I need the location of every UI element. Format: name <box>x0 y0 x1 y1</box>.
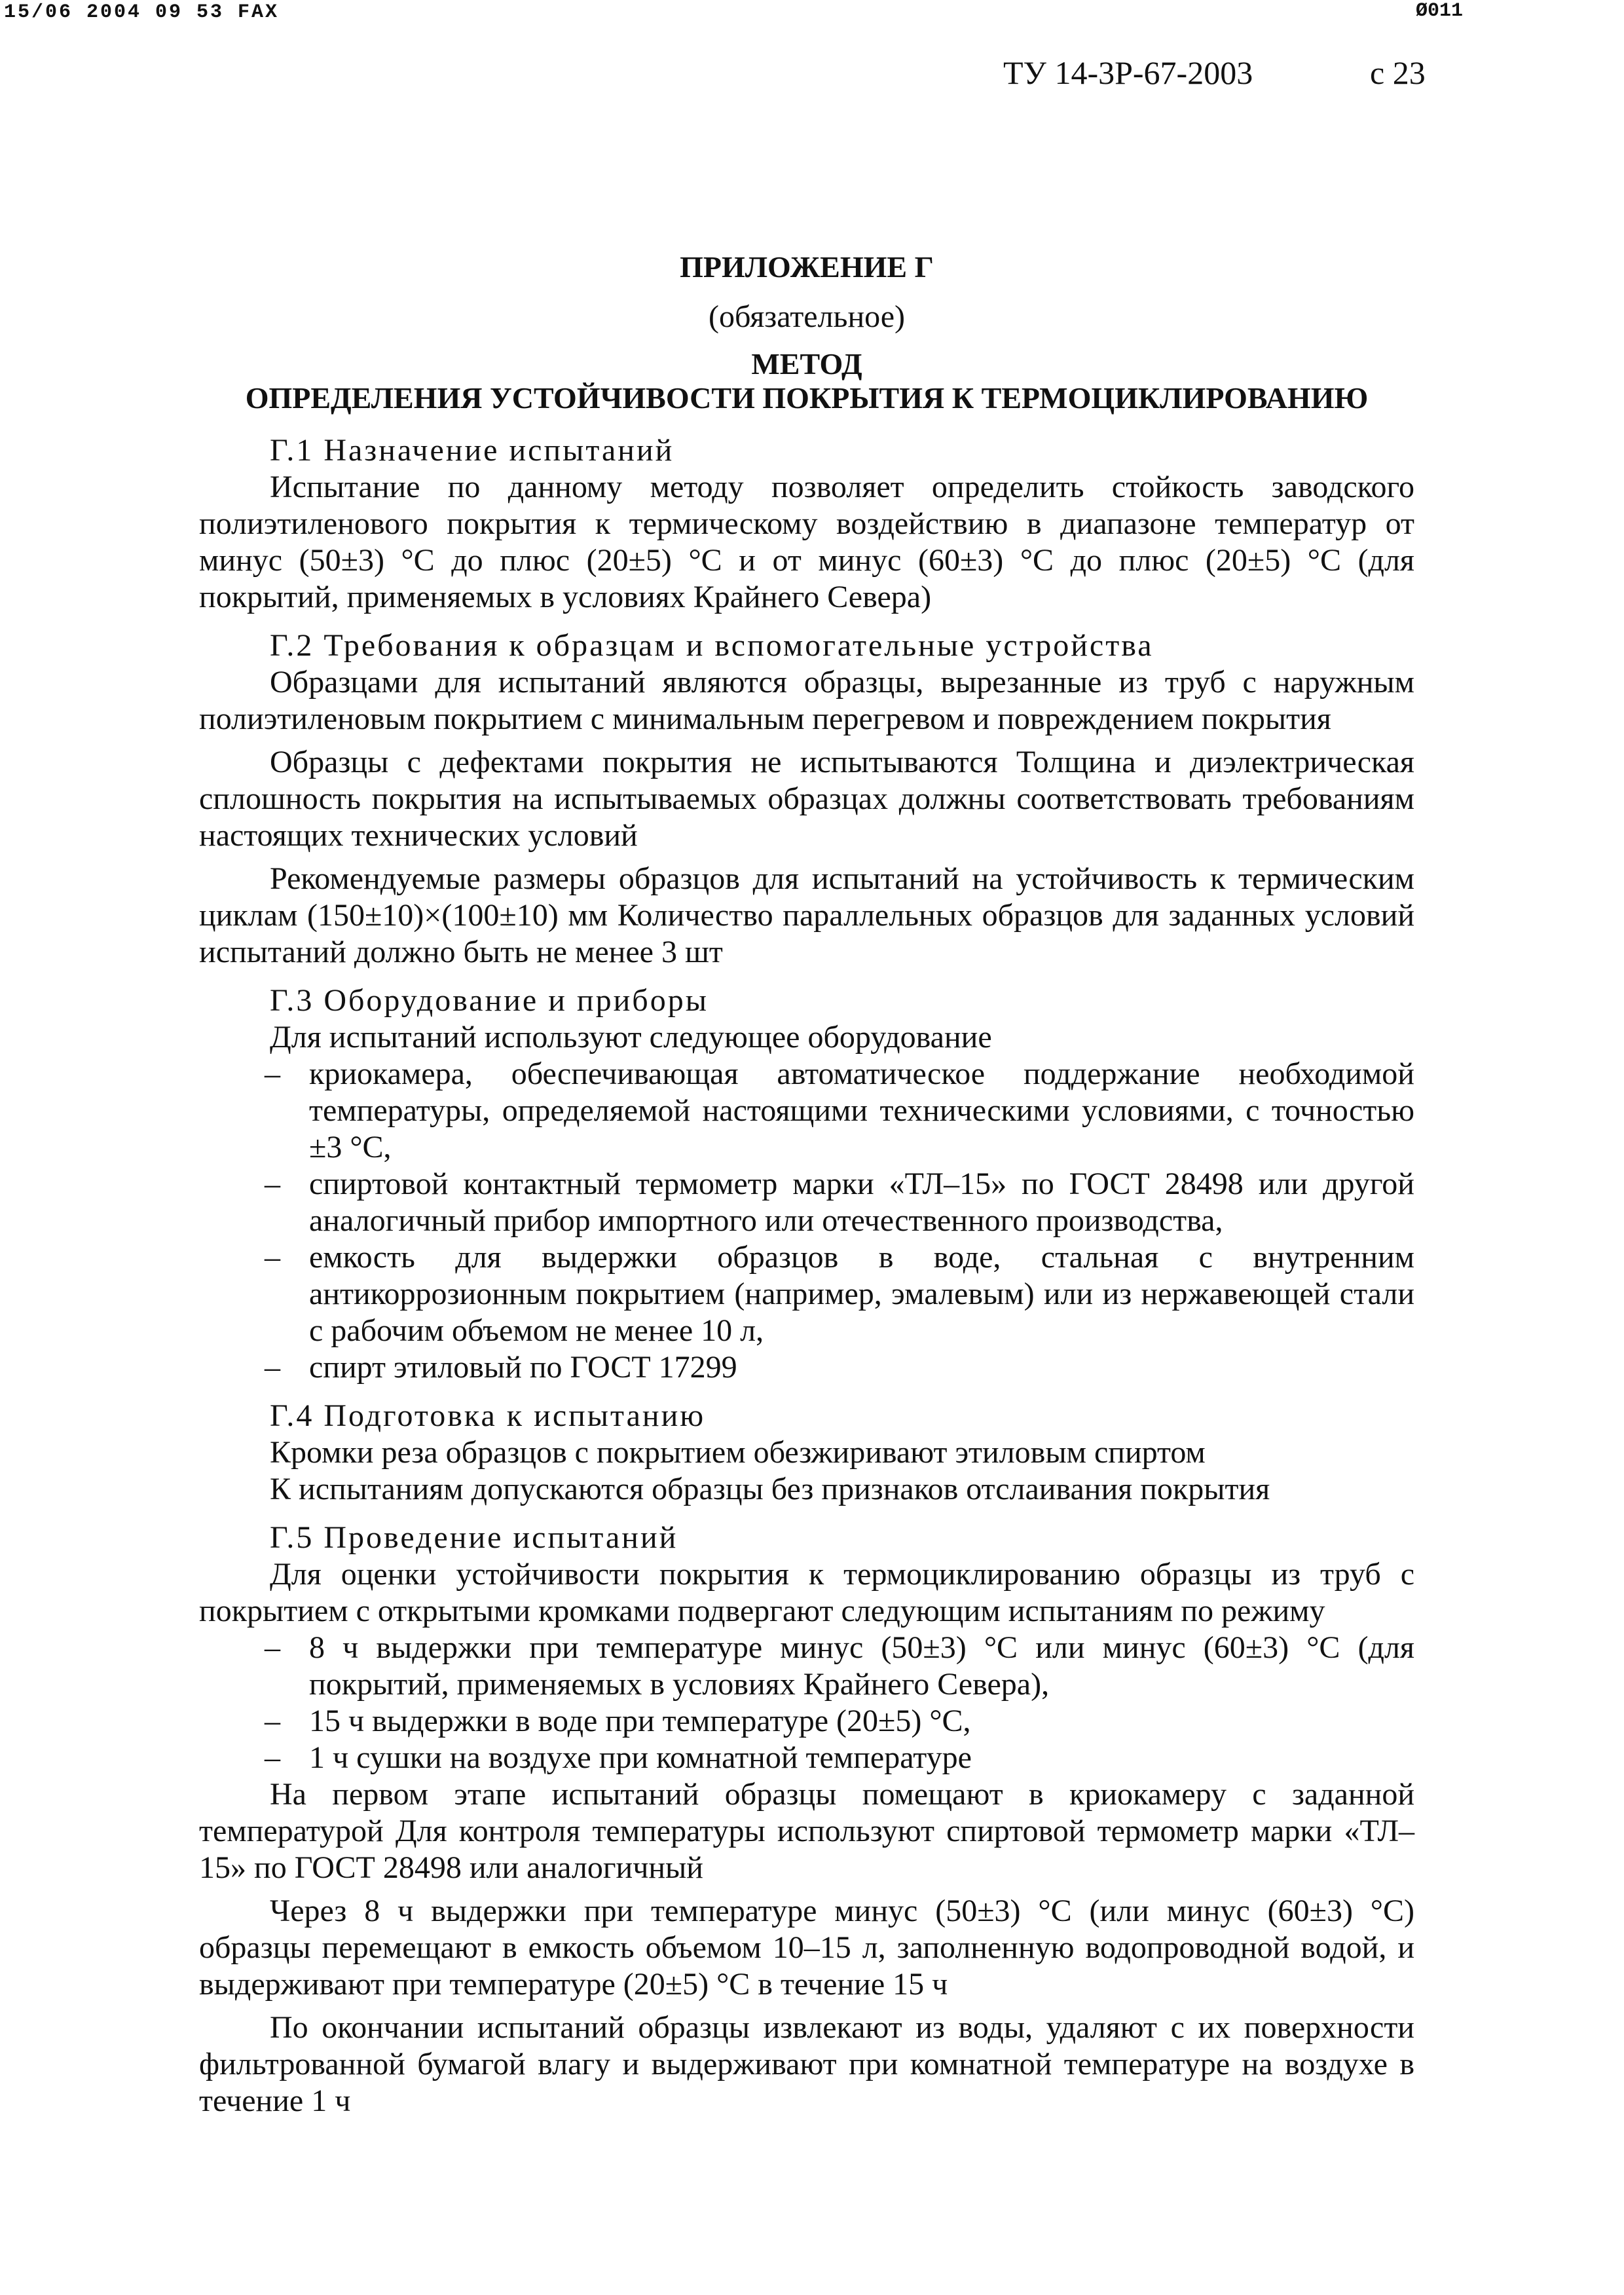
section-heading-g1: Г.1 Назначение испытаний <box>270 433 674 468</box>
document-body <box>199 249 1414 2119</box>
section-g2-paragraph: Образцы с дефектами покрытия не испытываются Толщина и диэлектрическая сплошность покрытия на испытываемых образцах должны соответствовать требованиям настоящих технических условий <box>199 745 1414 853</box>
section-g5-intro: Для оценки устойчивости покрытия к термоциклированию образцы из труб с покрытием с открытыми кромками подвергают следующим испытаниям по режиму <box>199 1557 1414 1628</box>
list-item: – емкость для выдержки образцов в воде, стальная с внутренним антикоррозионным покрытием (например, эмалевым) или из нержавеющей стали с рабочим объемом не менее 10 л, <box>199 1239 1414 1349</box>
section-g5-paragraph: По окончании испытаний образцы извлекают из воды, удаляют с их поверхности фильтрованной бумагой влагу и выдерживают при комнатной температуре на воздухе в течение 1 ч <box>199 2010 1414 2118</box>
section-heading-g3: Г.3 Оборудование и приборы <box>270 983 709 1018</box>
section-heading-g2: Г.2 Требования к образцам и вспомогательные устройства <box>270 628 1154 663</box>
section-heading-g4: Г.4 Подготовка к испытанию <box>270 1398 706 1433</box>
section-g4-paragraph: К испытаниям допускаются образцы без признаков отслаивания покрытия <box>270 1472 1270 1506</box>
section-g4-paragraph: Кромки реза образцов с покрытием обезжиривают этиловым спиртом <box>270 1435 1206 1470</box>
page-number: с 23 <box>1370 54 1426 91</box>
document-id: ТУ 14-3Р-67-2003 <box>1003 54 1253 91</box>
section-g3-intro: Для испытаний используют следующее оборудование <box>270 1020 992 1054</box>
list-item: – спиртовой контактный термометр марки «ТЛ–15» по ГОСТ 28498 или другой аналогичный прибор импортного или отечественного производства, <box>199 1166 1414 1239</box>
appendix-title: ПРИЛОЖЕНИЕ Г <box>680 250 934 284</box>
section-g1-text: Испытание по данному методу позволяет определить стойкость заводского полиэтиленового покрытия к термическому воздействию в диапазоне температур от минус (50±3) °С до плюс (20±5) °С и от минус (60±3) °С до плюс (20±5) °С (для покрытий, применяемых в условиях Крайнего Севера) <box>199 470 1414 614</box>
list-item: – криокамера, обеспечивающая автоматическое поддержание необходимой температуры, определяемой настоящими техническими условиями, с точностью ±3 °С, <box>199 1056 1414 1166</box>
section-g5-paragraph: На первом этапе испытаний образцы помещают в криокамеру с заданной температурой Для контроля температуры используют спиртовой термометр марки «ТЛ–15» по ГОСТ 28498 или аналогичный <box>199 1777 1414 1885</box>
list-item: – 1 ч сушки на воздухе при комнатной температуре <box>199 1740 1414 1776</box>
appendix-subtitle: (обязательное) <box>709 299 905 334</box>
section-g5-paragraph: Через 8 ч выдержки при температуре минус (50±3) °С (или минус (60±3) °С) образцы перемещают в емкость объемом 10–15 л, заполненную водопроводной водой, и выдерживают при температуре (20±5) °С в течение 15 ч <box>199 1894 1414 2002</box>
fax-header: 15/06 2004 09 53 FAX <box>4 1 280 24</box>
section-g2-paragraph: Рекомендуемые размеры образцов для испытаний на устойчивость к термическим циклам (150±10)×(100±10) мм Количество параллельных образцов для заданных условий испытаний должно быть не менее 3 шт <box>199 861 1414 969</box>
test-mode-list <box>199 1630 1414 1776</box>
equipment-list <box>199 1056 1414 1386</box>
list-item: – 8 ч выдержки при температуре минус (50±3) °С или минус (60±3) °С (для покрытий, применяемых в условиях Крайнего Севера), <box>199 1630 1414 1703</box>
section-g2-paragraph: Образцами для испытаний являются образцы, вырезанные из труб с наружным полиэтиленовым покрытием с минимальным перегревом и повреждением покрытия <box>199 665 1414 736</box>
section-heading-g5: Г.5 Проведение испытаний <box>270 1520 678 1555</box>
list-item: – 15 ч выдержки в воде при температуре (20±5) °С, <box>199 1703 1414 1740</box>
method-title-line1: МЕТОД <box>751 347 862 381</box>
method-title-line2: ОПРЕДЕЛЕНИЯ УСТОЙЧИВОСТИ ПОКРЫТИЯ К ТЕРМОЦИКЛИРОВАНИЮ <box>245 381 1369 415</box>
list-item: – спирт этиловый по ГОСТ 17299 <box>199 1349 1414 1386</box>
fax-page-number: Ø011 <box>1416 0 1464 22</box>
